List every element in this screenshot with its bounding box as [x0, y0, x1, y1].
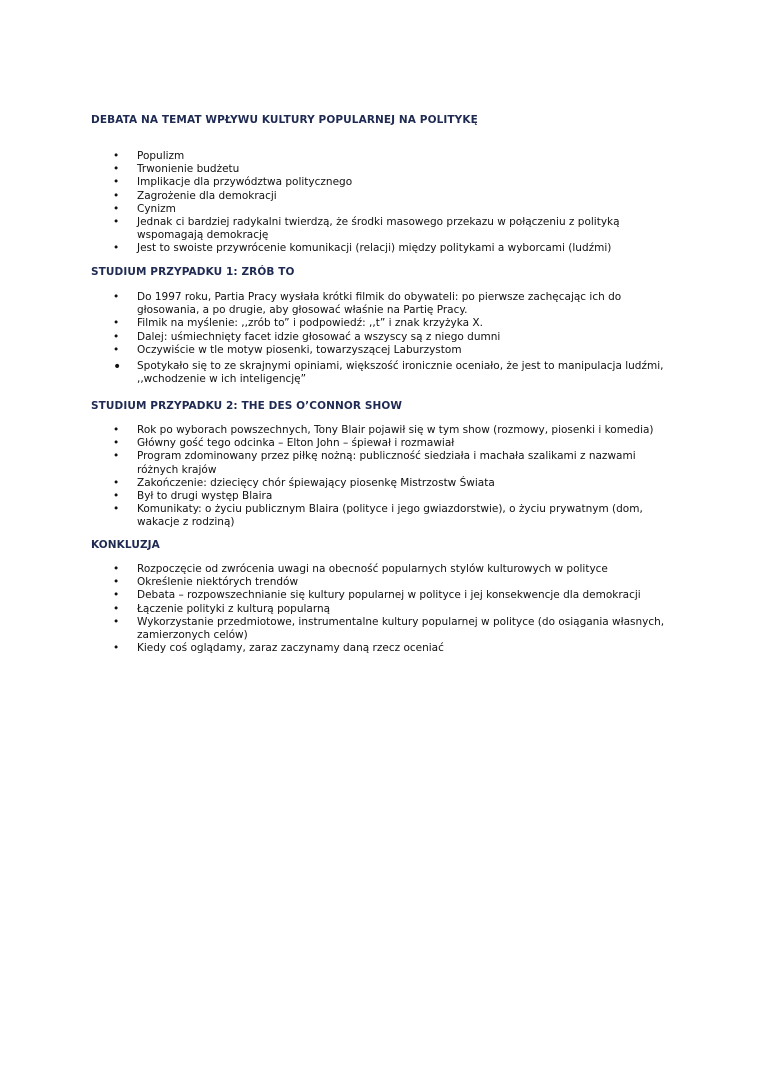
list-item: • Program zdominowany przez piłkę nożną: publiczność siedziała i machała szalikami z nazwami różnych krajów — [113, 450, 636, 476]
section-debate — [91, 114, 691, 127]
bullet-icon: • — [113, 359, 122, 376]
list-item: • Oczywiście w tle motyw piosenki, towarzyszącej Laburzystom — [113, 343, 462, 356]
list-item: • Cynizm — [113, 202, 176, 215]
list-item: • Dalej: uśmiechnięty facet idzie głosować a wszyscy są z niego dumni — [113, 330, 501, 343]
bullet-list — [91, 291, 691, 386]
list-item: • Jest to swoiste przywrócenie komunikacji (relacji) między politykami a wyborcami (ludźmi) — [113, 242, 612, 255]
bullet-icon: • — [113, 424, 120, 436]
list-item: • Spotykało się to ze skrajnymi opiniami, większość ironicznie oceniało, że jest to manipulacja ludźmi, ,,wchodzenie w ich inteligencję” — [113, 359, 664, 386]
bullet-icon: • — [113, 202, 120, 215]
section-conclusion-list — [91, 563, 691, 655]
section-case-study-1-list — [91, 291, 691, 386]
bullet-list — [91, 424, 691, 530]
bullet-icon: • — [113, 291, 120, 303]
list-item: • Rok po wyborach powszechnych, Tony Blair pojawił się w tym show (rozmowy, piosenki i komedia) — [113, 424, 654, 436]
bullet-icon: • — [113, 242, 120, 255]
section-heading: DEBATA NA TEMAT WPŁYWU KULTURY POPULARNEJ NA POLITYKĘ — [91, 114, 478, 126]
list-item: • Łączenie polityki z kulturą popularną — [113, 602, 331, 615]
bullet-icon: • — [113, 563, 120, 575]
section-heading: STUDIUM PRZYPADKU 2: THE DES O’CONNOR SHOW — [91, 400, 403, 412]
bullet-icon: • — [113, 317, 120, 330]
list-item: • Główny gość tego odcinka – Elton John – śpiewał i rozmawiał — [113, 437, 455, 450]
list-item: • Do 1997 roku, Partia Pracy wysłała krótki filmik do obywateli: po pierwsze zachęcając ich do głosowania, a po drugie, aby głosować właśnie na Partię Pracy. — [113, 291, 622, 317]
bullet-icon: • — [113, 602, 120, 615]
bullet-icon: • — [113, 437, 120, 450]
bullet-list — [91, 563, 691, 655]
bullet-icon: • — [113, 615, 120, 628]
list-item: • Był to drugi występ Blaira — [113, 490, 273, 503]
bullet-icon: • — [113, 330, 120, 343]
bullet-icon: • — [113, 490, 120, 503]
list-item: • Komunikaty: o życiu publicznym Blaira (polityce i jego gwiazdorstwie), o życiu prywatnym (dom, wakacje z rodziną) — [113, 503, 643, 529]
list-item: • Trwonienie budżetu — [113, 163, 240, 176]
list-item: • Jednak ci bardziej radykalni twierdzą, że środki masowego przekazu w połączeniu z polityką wspomagają demokrację — [113, 216, 620, 242]
bullet-icon: • — [113, 589, 120, 602]
bullet-icon: • — [113, 216, 120, 229]
list-item: • Populizm — [113, 150, 185, 162]
list-item: • Zagrożenie dla demokracji — [113, 189, 277, 202]
section-heading: STUDIUM PRZYPADKU 1: ZRÓB TO — [91, 266, 295, 278]
bullet-icon: • — [113, 642, 120, 655]
section-conclusion — [91, 539, 691, 552]
list-item: • Debata – rozpowszechnianie się kultury popularnej w polityce i jej konsekwencje dla demokracji — [113, 589, 641, 602]
list-item: • Rozpoczęcie od zwrócenia uwagi na obecność popularnych stylów kulturowych w polityce — [113, 563, 608, 575]
bullet-icon: • — [113, 150, 120, 162]
list-item: • Określenie niektórych trendów — [113, 576, 299, 589]
bullet-list — [91, 150, 691, 256]
bullet-icon: • — [113, 163, 120, 176]
section-case-study-2 — [91, 400, 691, 413]
list-item: • Zakończenie: dziecięcy chór śpiewający piosenkę Mistrzostw Świata — [113, 476, 495, 489]
list-item: • Wykorzystanie przedmiotowe, instrumentalne kultury popularnej w polityce (do osiągania własnych, zamierzonych celów) — [113, 615, 665, 642]
list-item: • Implikacje dla przywództwa politycznego — [113, 176, 353, 189]
bullet-icon: • — [113, 503, 120, 516]
list-item: • Kiedy coś oglądamy, zaraz zaczynamy daną rzecz oceniać — [113, 642, 444, 655]
section-heading: KONKLUZJA — [91, 539, 160, 551]
bullet-icon: • — [113, 189, 120, 202]
section-case-study-1 — [91, 266, 691, 279]
bullet-icon: • — [113, 576, 120, 589]
section-case-study-2-list — [91, 424, 691, 530]
bullet-icon: • — [113, 476, 120, 489]
bullet-icon: • — [113, 450, 120, 463]
section-debate-list — [91, 150, 691, 256]
bullet-icon: • — [113, 176, 120, 189]
list-item: • Filmik na myślenie: ,,zrób to” i podpowiedź: ,,t” i znak krzyżyka X. — [113, 317, 483, 330]
bullet-icon: • — [113, 343, 120, 356]
